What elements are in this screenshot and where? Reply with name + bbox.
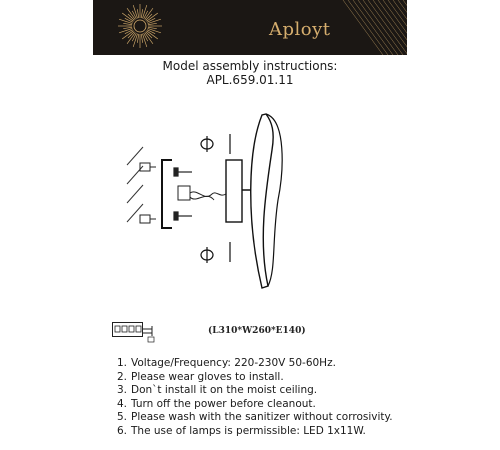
wall-anchor-icon <box>140 163 156 223</box>
wall-hatch-icon <box>127 147 143 222</box>
terminal-strip-icon <box>112 322 158 344</box>
mounting-plate <box>226 160 242 222</box>
list-item: 5. Please wash with the sanitizer without corrosivity. <box>117 411 393 424</box>
model-number: APL.659.01.11 <box>206 73 294 87</box>
dimensions-label: (L310*W260*E140) <box>208 326 306 336</box>
list-item: 3. Don`t install it on the moist ceiling. <box>117 384 318 397</box>
list-item: 2. Please wear gloves to install. <box>117 370 284 383</box>
mounting-bracket-icon <box>162 160 172 228</box>
brand-banner <box>93 0 407 55</box>
list-item: 1. Voltage/Frequency: 220-230V 50-60Hz. <box>117 357 336 369</box>
lamp-shade-icon <box>251 114 273 288</box>
terminal-block-icon <box>178 186 226 200</box>
screw-icon <box>174 168 192 220</box>
page-title: Model assembly instructions: <box>162 59 338 73</box>
brand-name: Aployt <box>269 19 331 40</box>
list-item: 4. Turn off the power before cleanout. <box>117 397 316 410</box>
sunburst-logo-icon <box>93 0 407 55</box>
list-item: 6. The use of lamps is permissible: LED 1x11W. <box>117 424 366 437</box>
assembly-drawing <box>0 90 500 320</box>
instruction-list <box>117 357 393 439</box>
